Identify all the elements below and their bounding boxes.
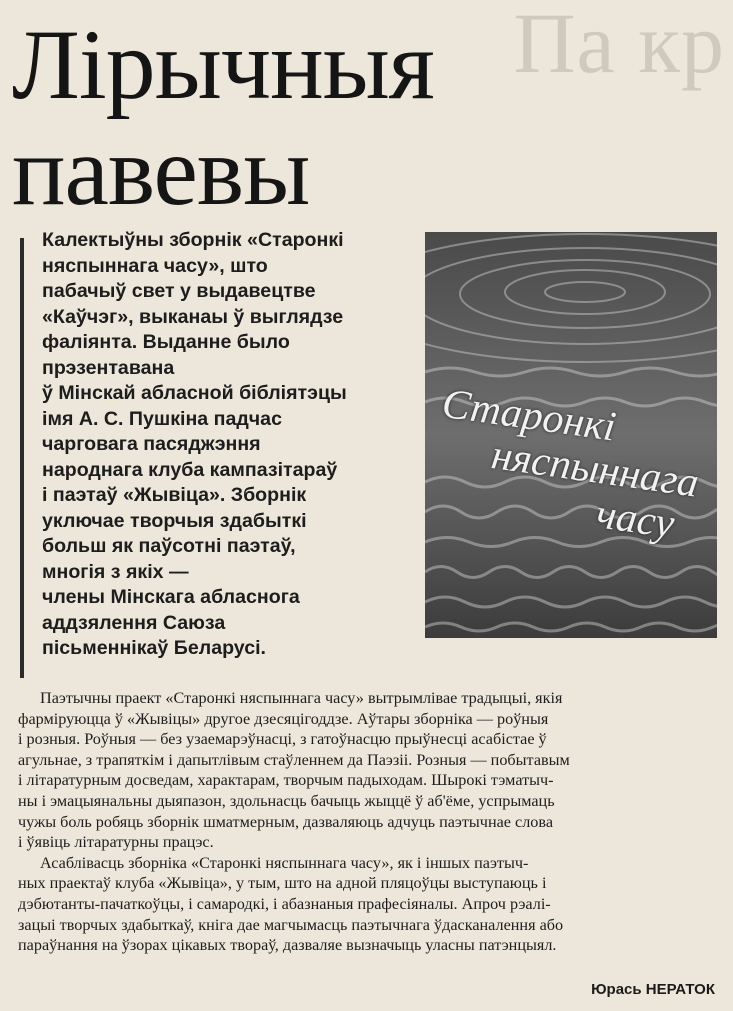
lead-line: фаліянта. Выданне было	[42, 331, 290, 353]
book-cover-image	[425, 232, 717, 638]
lead-line: чарговага пасяджэння	[42, 433, 261, 455]
body-line: агульнае, з трапяткім і дапытлівым стаўленнем да Паэзіі. Розныя — побытавым	[18, 750, 570, 769]
body-line: і розныя. Роўныя — без узаемарэўнасці, з гатоўнасцю прыўнесці асабістае ў	[18, 730, 547, 749]
body-paragraph	[18, 853, 718, 956]
cover-title-line: няспыннага	[488, 432, 702, 507]
body-line: чужы боль робяць зборнік шматмерным, дазваляюць адчуць паэтычнае слова	[18, 812, 554, 831]
body-line: параўнання на ўзорах цікавых твораў, дазваляе вызначыць уласны патэнцыял.	[18, 936, 557, 955]
lead-paragraph	[42, 228, 424, 662]
lead-line: ў Мінскай абласной бібліятэцы	[42, 382, 347, 404]
lead-line: «Каўчэг», выканаы ў выглядзе	[42, 305, 344, 328]
lead-line: больш як паўсотні паэтаў,	[42, 535, 296, 557]
body-line: Паэтычны праект «Старонкі няспыннага часу» вытрымлівае традыцыі, якія	[40, 689, 563, 707]
body-paragraph	[18, 688, 718, 853]
lead-vertical-rule	[20, 238, 24, 678]
lead-line: няспыннага часу», што	[42, 254, 268, 277]
headline-line: павевы	[12, 115, 310, 226]
lead-line: члены Мінскага абласнога	[42, 586, 300, 608]
lead-line: многія з якіх —	[42, 560, 189, 583]
lead-line: імя А. С. Пушкіна падчас	[42, 407, 282, 430]
lead-line: пабачыў свет у выдавецтве	[42, 280, 316, 302]
adjacent-headline-fragment: Па кр	[513, 0, 725, 91]
body-line: ны і эмацыянальны дыяпазон, здольнасць бачыць жыццё ў аб'ёме, успрымаць	[18, 791, 555, 810]
body-line: зацыі творчых здабыткаў, кніга дае магчымасць паэтычнага ўдасканалення або	[18, 915, 564, 934]
cover-title-line: Старонкі	[439, 380, 619, 451]
body-line: Асаблівасць зборніка «Старонкі няспыннага часу», як і іншых паэтыч-	[40, 853, 529, 872]
lead-line: і паэтаў «Жывіца». Зборнік	[42, 484, 307, 506]
article-headline	[12, 9, 434, 226]
lead-line: аддзялення Саюза	[42, 611, 226, 634]
body-line: і ўявіць літаратурны працэс.	[18, 833, 214, 852]
body-line: ных праектаў клуба «Жывіца», у тым, што на адной пляцоўцы выступаюць і	[18, 874, 547, 893]
lead-line: народнага клуба кампазітараў	[42, 458, 338, 481]
lead-line: прэзентавана	[42, 356, 175, 379]
cover-title-line: часу	[593, 491, 678, 548]
lead-line: пісьменнікаў Беларусі.	[42, 637, 266, 659]
lead-line: Калектыўны зборнік «Старонкі	[42, 229, 344, 251]
body-line: дэбютанты-пачаткоўцы, і самародкі, і абазнаныя прафесіяналы. Апроч рэалі-	[18, 894, 551, 913]
body-line: і літаратурным досведам, характарам, творчым падыходам. Шырокі тэматыч-	[18, 771, 554, 790]
lead-line: уключае творчыя здабыткі	[42, 509, 307, 532]
body-line: фарміруюцца ў «Жывіцы» другое дзесяцігоддзе. Аўтары зборніка — роўныя	[18, 709, 549, 728]
article-body	[18, 688, 718, 956]
headline-line: Лірычныя	[12, 9, 434, 120]
author-byline: Юрась НЕРАТОК	[591, 981, 715, 998]
